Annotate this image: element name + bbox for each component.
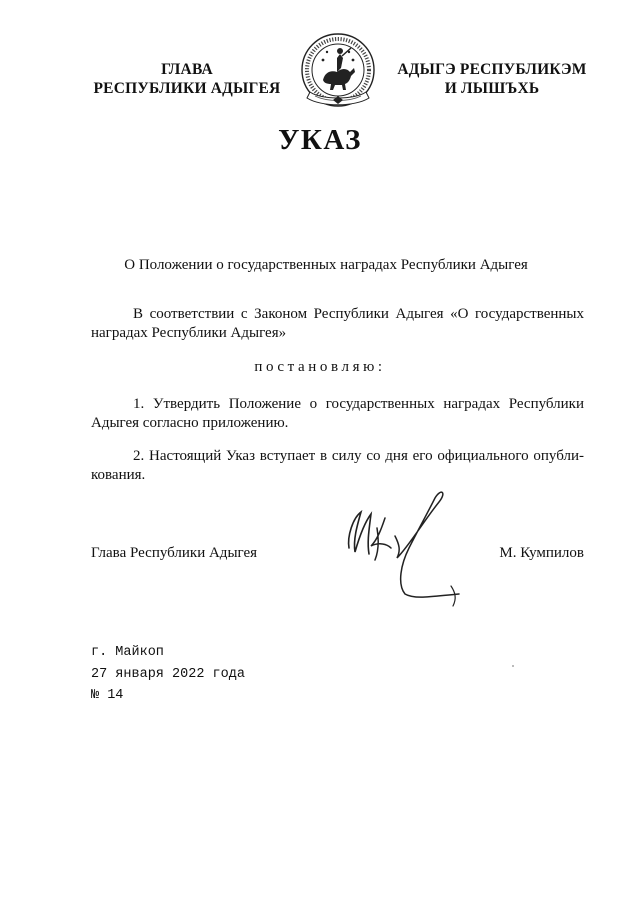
document-type-title: УКАЗ: [278, 124, 362, 156]
issuer-line-2: РЕСПУБЛИКИ АДЫГЕЯ: [93, 80, 281, 97]
decree-item-2: 2. Настоящий Указ вступает в силу со дня его официального опубликования.: [91, 448, 584, 483]
footer-number: № 14: [91, 688, 124, 703]
decree-item-1: 1. Утвердить Положение о государственных наградах Республики Адыгея согласно приложению.: [91, 396, 584, 431]
handwritten-signature-icon: [335, 488, 470, 613]
footer-city: г. Майкоп: [91, 645, 164, 660]
issuer-line-1: ГЛАВА: [161, 61, 213, 78]
signer-name: М. Кумпилов: [499, 545, 584, 561]
issuer-title-russian: [82, 60, 292, 98]
scan-speck: [512, 665, 514, 667]
document-footer: [91, 642, 245, 707]
issuer-title-adyghe: [392, 60, 592, 98]
document-subject: О Положении о государственных наградах Республики Адыгея: [124, 257, 528, 273]
preamble-paragraph: В соответствии с Законом Республики Адыгея «О государственных наградах Республики Адыгея»: [91, 306, 584, 341]
decree-word: постановляю:: [254, 359, 386, 375]
footer-date: 27 января 2022 года: [91, 666, 245, 682]
signer-role: Глава Республики Адыгея: [91, 545, 258, 561]
issuer-adyghe-line-2: И ЛЫШЪХЬ: [444, 80, 540, 97]
coat-of-arms-icon: [293, 28, 383, 108]
issuer-adyghe-line-1: АДЫГЭ РЕСПУБЛИКЭМ: [397, 61, 587, 78]
